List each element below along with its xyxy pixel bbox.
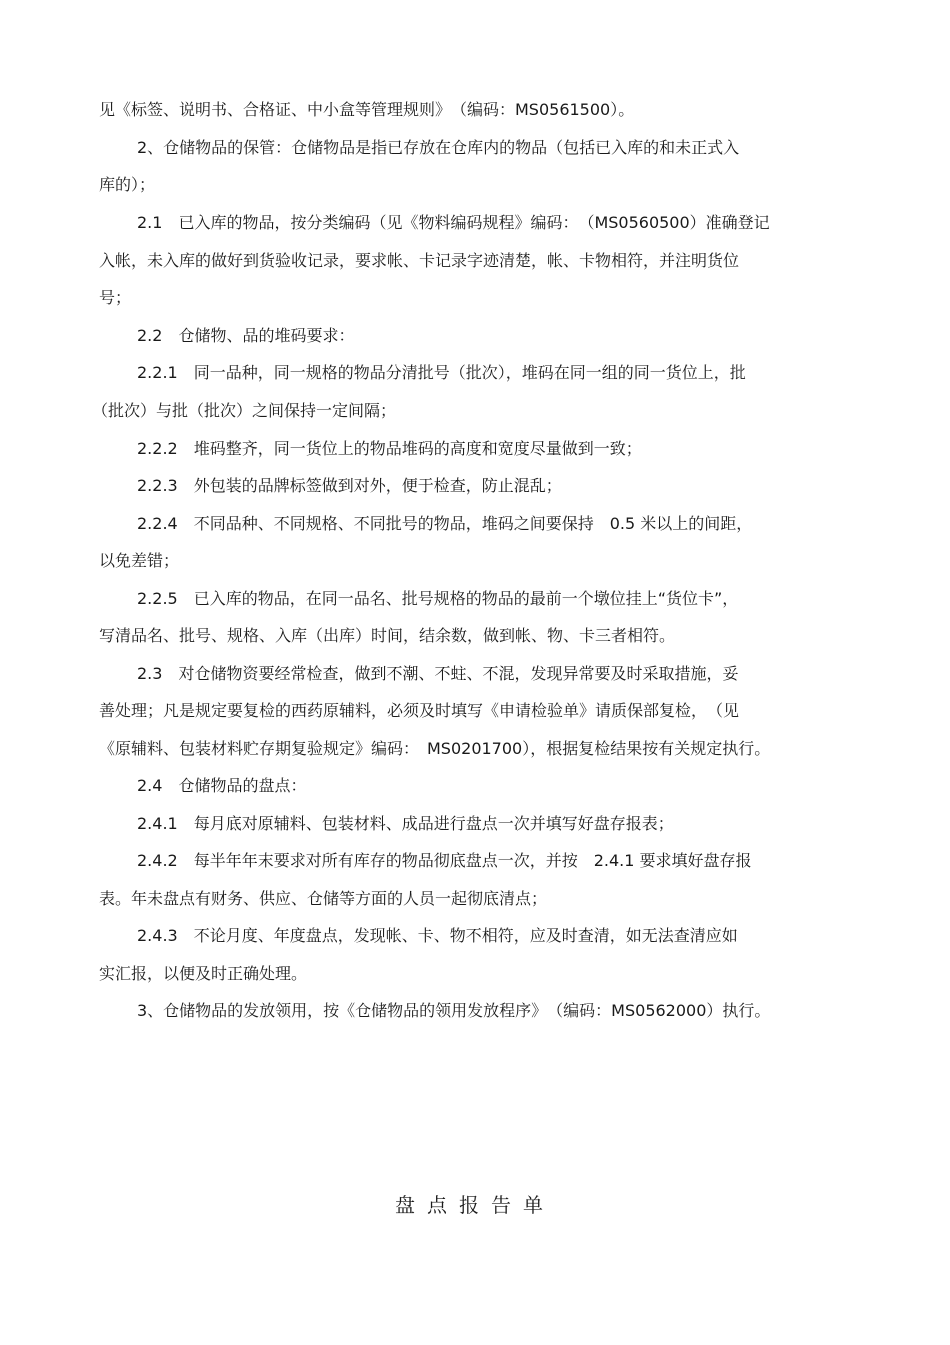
report-title: 盘点报告单 xyxy=(395,1193,555,1217)
text-line: 见《标签、说明书、合格证、中小盒等管理规则》 （编码：MS0561500）。 xyxy=(99,100,635,119)
text-line: 库的）； xyxy=(99,175,156,194)
text-line: 2.2.3 外包装的品牌标签做到对外，便于检查，防止混乱； xyxy=(137,476,562,495)
text-line: 2.1 已入库的物品，按分类编码（见《物料编码规程》编码： （MS0560500）准确登记 xyxy=(137,213,770,232)
text-line: 2.2 仓储物、品的堆码要求： xyxy=(137,326,355,345)
text-line: 2.4.1 每月底对原辅料、包装材料、成品进行盘点一次并填写好盘存报表； xyxy=(137,814,674,833)
text-line: 2.2.4 不同品种、不同规格、不同批号的物品，堆码之间要保持 0.5 米以上的间距， xyxy=(137,514,753,533)
text-line: 2.4.3 不论月度、年度盘点，发现帐、卡、物不相符，应及时查清，如无法查清应如 xyxy=(137,926,738,945)
text-line: 2、仓储物品的保管：仓储物品是指已存放在仓库内的物品（包括已入库的和未正式入 xyxy=(137,138,740,157)
text-line: 以免差错； xyxy=(99,551,180,570)
text-line: 2.2.1 同一品种，同一规格的物品分清批号（批次），堆码在同一组的同一货位上，批 xyxy=(137,363,746,382)
text-line: 实汇报，以便及时正确处理。 xyxy=(99,964,308,983)
text-line: 2.4 仓储物品的盘点： xyxy=(137,776,307,795)
text-line: 写清品名、批号、规格、入库（出库）时间，结余数，做到帐、物、卡三者相符。 xyxy=(99,626,676,645)
text-line: 号； xyxy=(99,288,132,307)
text-line: 2.3 对仓储物资要经常检查，做到不潮、不蛀、不混，发现异常要及时采取措施，妥 xyxy=(137,664,739,683)
text-line: 2.2.2 堆码整齐，同一货位上的物品堆码的高度和宽度尽量做到一致； xyxy=(137,439,642,458)
text-line: 2.2.5 已入库的物品，在同一品名、批号规格的物品的最前一个墩位挂上“货位卡”， xyxy=(137,589,739,608)
text-line: （批次）与批（批次）之间保持一定间隔； xyxy=(92,401,397,420)
text-line: 2.4.2 每半年年末要求对所有库存的物品彻底盘点一次，并按 2.4.1 要求填好盘存报 xyxy=(137,851,752,870)
text-line: 3、仓储物品的发放领用，按《仓储物品的领用发放程序》 （编码：MS0562000）执行。 xyxy=(137,1001,771,1020)
text-line: 善处理；凡是规定要复检的西药原辅料，必须及时填写《申请检验单》请质保部复检， （见 xyxy=(99,701,740,720)
text-line: 入帐，未入库的做好到货验收记录，要求帐、卡记录字迹清楚，帐、卡物相符，并注明货位 xyxy=(99,251,740,270)
text-line: 表。年未盘点有财务、供应、仓储等方面的人员一起彻底清点； xyxy=(99,889,548,908)
text-line: 《原辅料、包装材料贮存期复验规定》编码： MS0201700），根据复检结果按有关规定执行。 xyxy=(99,739,771,758)
